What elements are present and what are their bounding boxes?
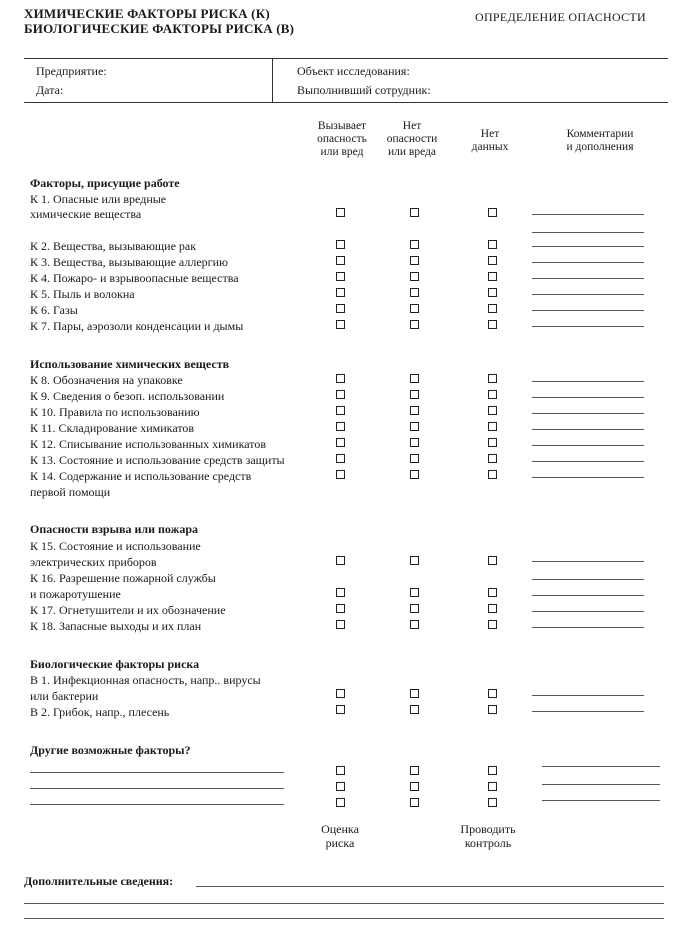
checkbox[interactable]: [410, 272, 419, 281]
other-factor-line[interactable]: [30, 788, 284, 789]
checkbox[interactable]: [410, 689, 419, 698]
comment-line[interactable]: [532, 294, 644, 295]
checkbox[interactable]: [488, 798, 497, 807]
checkbox[interactable]: [336, 256, 345, 265]
comment-line[interactable]: [532, 262, 644, 263]
item-label: К 4. Пожаро- и взрывоопасные вещества: [30, 271, 239, 285]
additional-info-line[interactable]: [196, 886, 664, 887]
comment-line[interactable]: [532, 246, 644, 247]
item-label: В 2. Грибок, напр., плесень: [30, 705, 170, 719]
item-label: К 5. Пыль и волокна: [30, 287, 135, 301]
checkbox[interactable]: [488, 240, 497, 249]
comment-line[interactable]: [532, 413, 644, 414]
checkbox[interactable]: [488, 438, 497, 447]
additional-info-line[interactable]: [24, 918, 664, 919]
item-label: химические вещества: [30, 207, 142, 221]
item-label: К 11. Складирование химикатов: [30, 421, 195, 435]
comment-line[interactable]: [532, 232, 644, 233]
header-top-rule: [24, 58, 668, 59]
checkbox[interactable]: [336, 390, 345, 399]
item-label: К 15. Состояние и использование: [30, 539, 201, 553]
comment-line[interactable]: [532, 627, 644, 628]
comment-line[interactable]: [532, 695, 644, 696]
checkbox[interactable]: [336, 470, 345, 479]
checkbox[interactable]: [488, 304, 497, 313]
object-label: Объект исследования:: [297, 64, 410, 78]
comment-line[interactable]: [532, 711, 644, 712]
section-title: Факторы, присущие работе: [30, 176, 180, 190]
checkbox[interactable]: [488, 556, 497, 565]
checkbox[interactable]: [410, 782, 419, 791]
checkbox[interactable]: [336, 208, 345, 217]
comment-line[interactable]: [532, 310, 644, 311]
checkbox[interactable]: [336, 374, 345, 383]
checkbox[interactable]: [488, 256, 497, 265]
checkbox[interactable]: [410, 256, 419, 265]
checkbox[interactable]: [336, 438, 345, 447]
checkbox[interactable]: [488, 620, 497, 629]
footer-risk-assessment: Оценка риска: [321, 822, 359, 850]
checkbox[interactable]: [488, 766, 497, 775]
checkbox[interactable]: [488, 422, 497, 431]
comment-line[interactable]: [532, 579, 644, 580]
item-label: К 9. Сведения о безоп. использовании: [30, 389, 225, 403]
checkbox[interactable]: [488, 272, 497, 281]
item-label: или бактерии: [30, 689, 99, 703]
checkbox[interactable]: [336, 320, 345, 329]
section-title: Использование химических веществ: [30, 357, 230, 371]
item-label: К 16. Разрешение пожарной службы: [30, 571, 216, 585]
footer-control: Проводить контроль: [460, 822, 516, 850]
checkbox[interactable]: [488, 374, 497, 383]
comment-line[interactable]: [532, 445, 644, 446]
checkbox[interactable]: [410, 556, 419, 565]
comment-line[interactable]: [532, 381, 644, 382]
checkbox[interactable]: [410, 288, 419, 297]
comment-line[interactable]: [532, 461, 644, 462]
employee-label: Выполнивший сотрудник:: [297, 83, 431, 97]
item-label: и пожаротушение: [30, 587, 121, 601]
checkbox[interactable]: [336, 406, 345, 415]
comment-line[interactable]: [532, 278, 644, 279]
checkbox[interactable]: [336, 782, 345, 791]
other-factor-line[interactable]: [30, 804, 284, 805]
checkbox[interactable]: [410, 705, 419, 714]
checkbox[interactable]: [410, 620, 419, 629]
item-label: К 10. Правила по использованию: [30, 405, 200, 419]
checkbox[interactable]: [336, 588, 345, 597]
comment-line[interactable]: [532, 477, 644, 478]
checkbox[interactable]: [488, 288, 497, 297]
comment-line[interactable]: [532, 429, 644, 430]
item-label: К 3. Вещества, вызывающие аллергию: [30, 255, 228, 269]
checkbox[interactable]: [410, 208, 419, 217]
item-label: К 13. Состояние и использование средств защиты: [30, 453, 285, 467]
checkbox[interactable]: [488, 320, 497, 329]
comment-line[interactable]: [532, 595, 644, 596]
checkbox[interactable]: [410, 320, 419, 329]
comment-line[interactable]: [532, 397, 644, 398]
checkbox[interactable]: [336, 288, 345, 297]
checkbox[interactable]: [336, 620, 345, 629]
item-label: К 7. Пары, аэрозоли конденсации и дымы: [30, 319, 244, 333]
checkbox[interactable]: [410, 588, 419, 597]
item-label: К 14. Содержание и использование средств: [30, 469, 252, 483]
form-title-line1: ХИМИЧЕСКИЕ ФАКТОРЫ РИСКА (К): [24, 6, 270, 21]
checkbox[interactable]: [336, 454, 345, 463]
comment-line[interactable]: [542, 800, 660, 801]
col-header-no-data: Нет данных: [471, 128, 509, 153]
comment-line[interactable]: [542, 766, 660, 767]
checkbox[interactable]: [336, 689, 345, 698]
header-bottom-rule: [24, 102, 668, 103]
item-label: К 1. Опасные или вредные: [30, 192, 167, 206]
checkbox[interactable]: [336, 240, 345, 249]
comment-line[interactable]: [532, 611, 644, 612]
comment-line[interactable]: [532, 561, 644, 562]
checkbox[interactable]: [410, 390, 419, 399]
comment-line[interactable]: [532, 326, 644, 327]
checkbox[interactable]: [410, 374, 419, 383]
col-header-comments: Комментарии и дополнения: [566, 128, 634, 153]
checkbox[interactable]: [410, 470, 419, 479]
checkbox[interactable]: [488, 406, 497, 415]
header-divider: [272, 58, 273, 102]
checkbox[interactable]: [488, 689, 497, 698]
checkbox[interactable]: [410, 240, 419, 249]
checkbox[interactable]: [488, 604, 497, 613]
item-label: К 6. Газы: [30, 303, 78, 317]
checkbox[interactable]: [336, 766, 345, 775]
company-label: Предприятие:: [36, 64, 107, 78]
checkbox[interactable]: [488, 208, 497, 217]
checkbox[interactable]: [410, 766, 419, 775]
checkbox[interactable]: [488, 390, 497, 399]
form-title-line2: БИОЛОГИЧЕСКИЕ ФАКТОРЫ РИСКА (В): [24, 21, 295, 36]
checkbox[interactable]: [336, 272, 345, 281]
col-header-hazard: Вызывает опасность или вред: [317, 120, 367, 158]
checkbox[interactable]: [410, 798, 419, 807]
section-title: Опасности взрыва или пожара: [30, 522, 198, 536]
checkbox[interactable]: [488, 470, 497, 479]
checkbox[interactable]: [488, 782, 497, 791]
item-label: К 17. Огнетушители и их обозначение: [30, 603, 226, 617]
item-label: К 12. Списывание использованных химикатов: [30, 437, 266, 451]
col-header-no-hazard: Нет опасности или вреда: [386, 120, 438, 158]
checkbox[interactable]: [336, 422, 345, 431]
date-label: Дата:: [36, 83, 64, 97]
checkbox[interactable]: [336, 604, 345, 613]
checkbox[interactable]: [488, 588, 497, 597]
item-label: К 8. Обозначения на упаковке: [30, 373, 183, 387]
checkbox[interactable]: [336, 556, 345, 565]
additional-info-line[interactable]: [24, 903, 664, 904]
section-label: ОПРЕДЕЛЕНИЕ ОПАСНОСТИ: [475, 10, 647, 24]
checkbox[interactable]: [410, 406, 419, 415]
additional-info-label: Дополнительные сведения:: [24, 874, 174, 888]
item-label: В 1. Инфекционная опасность, напр.. вирусы: [30, 673, 261, 687]
checkbox[interactable]: [410, 604, 419, 613]
section-title: Биологические факторы риска: [30, 657, 200, 671]
checkbox[interactable]: [336, 304, 345, 313]
item-label: электрических приборов: [30, 555, 157, 569]
checkbox[interactable]: [488, 454, 497, 463]
comment-line[interactable]: [532, 214, 644, 215]
checkbox[interactable]: [410, 422, 419, 431]
section-title: Другие возможные факторы?: [30, 743, 191, 757]
item-label: К 2. Вещества, вызывающие рак: [30, 239, 197, 253]
checkbox[interactable]: [410, 304, 419, 313]
checkbox[interactable]: [410, 454, 419, 463]
item-label: первой помощи: [30, 485, 111, 499]
checkbox[interactable]: [336, 798, 345, 807]
item-label: К 18. Запасные выходы и их план: [30, 619, 202, 633]
checkbox[interactable]: [410, 438, 419, 447]
checkbox[interactable]: [488, 705, 497, 714]
comment-line[interactable]: [542, 784, 660, 785]
checkbox[interactable]: [336, 705, 345, 714]
other-factor-line[interactable]: [30, 772, 284, 773]
